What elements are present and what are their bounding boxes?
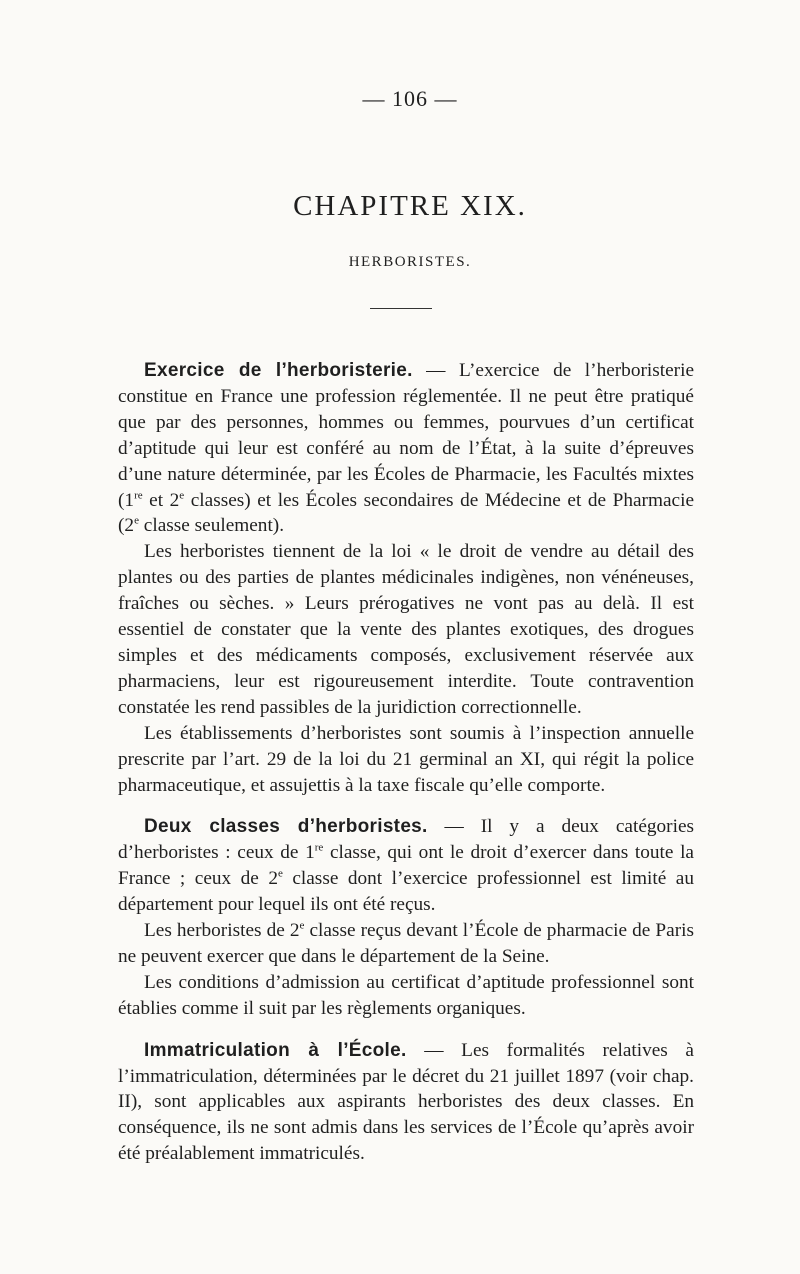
paragraph-text: — L’exercice de l’herboristerie constitue en France une profession réglementée. Il ne peut être pratiqué que par des personnes, hommes ou femmes, pourvues d’un certificat d’aptitude qui leur est conféré au nom de l’État, à la suite d’épreuves d’une nature déterminée, par les Écoles de Pharmacie, les Facultés mixtes (1re et 2e classes) et les Écoles secondaires de Médecine et de Pharmacie (2e classe seulement). [118,360,695,537]
paragraph: Les herboristes de 2e classe reçus devant l’École de pharmacie de Paris ne peuvent exercer que dans le département de la Seine. [118,919,694,967]
separator-rule [370,308,432,309]
paragraph-text: — Les formalités relatives à l’immatriculation, déterminées par le décret du 21 juillet 1897 (voir chap. II), sont applicables aux aspirants herboristes des deux classes. En conséquence, ils ne sont admis dans les services de l’École qu’après avoir été préalablement immatriculés. [118,1039,694,1165]
paragraph: Les herboristes tiennent de la loi « le droit de vendre au détail des plantes ou des parties de plantes médicinales indigènes, non vénéneuses, fraîches ou sèches. » Leurs prérogatives ne vont pas au delà. Il est essentiel de constater que la vente des plantes exotiques, des drogues simples et des médicaments composés, exclusivement réservée aux pharmaciens, leur est rigoureusement interdite. Toute contravention constatée les rend passibles de la juridiction correctionnelle. [118,541,694,718]
document-body [118,358,694,1183]
chapter-title: CHAPITRE XIX. [293,190,527,222]
paragraph [118,814,694,918]
section-heading: Deux classes d’herboristes. [144,816,428,838]
paragraph: Les établissements d’herboristes sont soumis à l’inspection annuelle prescrite par l’art. 29 de la loi du 21 germinal an XI, qui régit la police pharmaceutique, et assujettis à la taxe fiscale qu’elle comporte. [118,722,694,796]
paragraph-text: — Il y a deux catégories d’herboristes : ceux de 1re classe, qui ont le droit d’exercer dans toute la France ; ceux de 2e classe dont l’exercice professionnel est limité au département pour lequel ils ont été reçus. [118,816,695,916]
section-immatriculation [118,1038,694,1168]
section-exercice [118,358,694,798]
section-heading: Immatriculation à l’École. [144,1039,407,1061]
paragraph [118,1038,694,1168]
section-heading: Exercice de l’herboristerie. [144,360,413,381]
page-number: — 106 — [362,86,458,111]
paragraph [118,358,694,539]
section-deux-classes [118,814,694,1021]
paragraph: Les conditions d’admission au certificat d’aptitude professionnel sont établies comme il suit par les règlements organiques. [118,971,694,1019]
chapter-subtitle: HERBORISTES. [348,254,472,270]
